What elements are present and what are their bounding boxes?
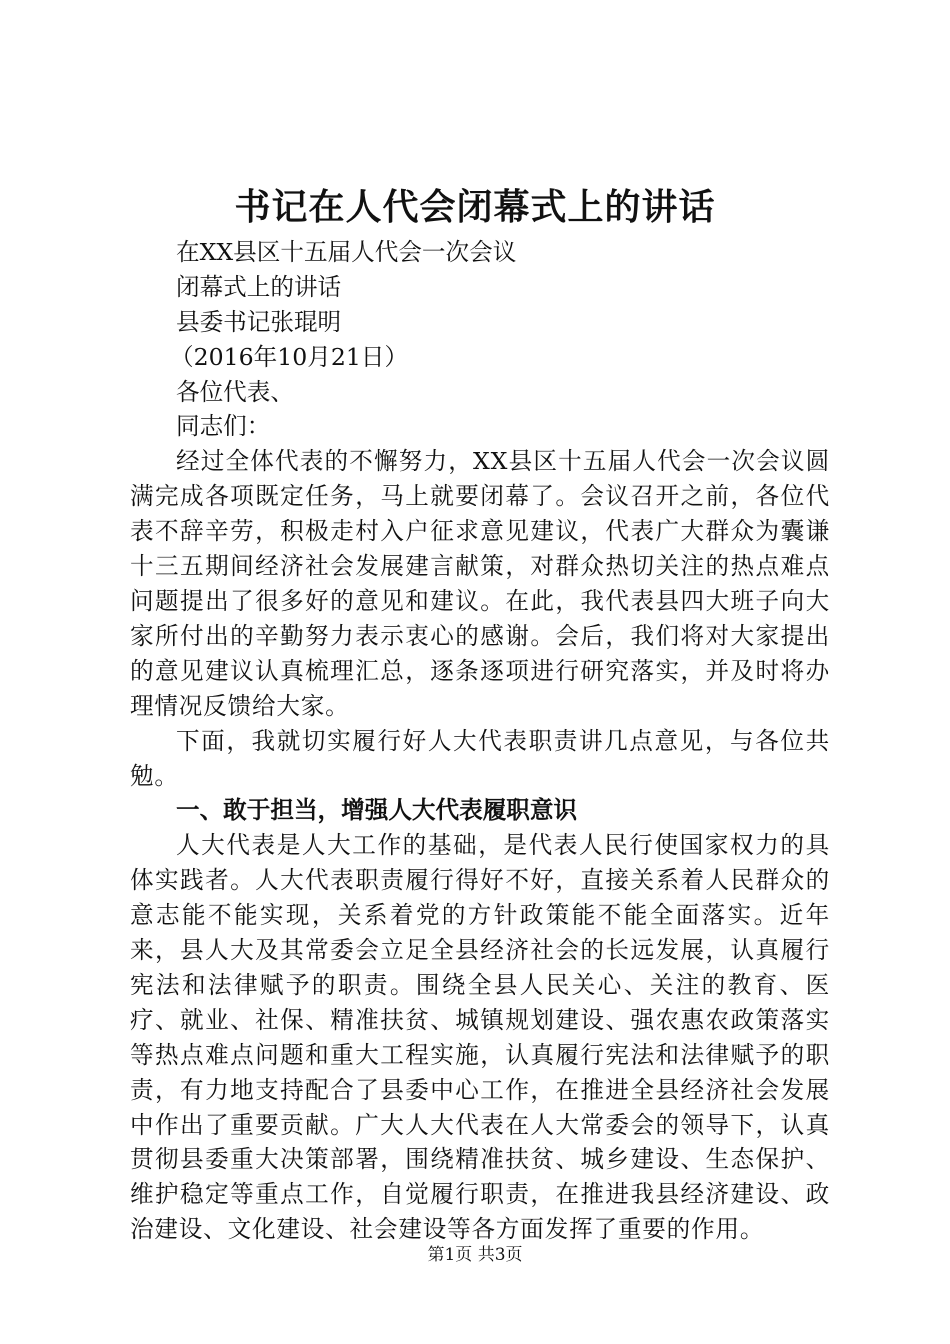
document-title: 书记在人代会闭幕式上的讲话 — [234, 187, 716, 228]
section-heading: 一、敢于担当，增强人大代表履职意识 — [176, 796, 578, 825]
document-body — [130, 235, 830, 1247]
subtitle-line: 闭幕式上的讲话 — [176, 272, 342, 301]
salutation-line: 同志们： — [176, 412, 271, 441]
date-line: （2016年10月21日） — [170, 342, 409, 371]
speaker-line: 县委书记张琨明 — [176, 307, 342, 336]
body-paragraph: 经过全体代表的不懈努力，XX县区十五届人代会一次会议圆满完成各项既定任务，马上就要闭幕了。会议召开之前，各位代表不辞辛劳，积极走村入户征求意见建议，代表广大群众为囊谦十三五期间经济社会发展建言献策，对群众热切关注的热点难点问题提出了很多好的意见和建议。在此，我代表县四大班子向大家所付出的辛勤努力表示衷心的感谢。会后，我们将对大家提出的意见建议认真梳理汇总，逐条逐项进行研究落实，并及时将办理情况反馈给大家。 — [130, 447, 830, 720]
salutation-line: 各位代表、 — [176, 377, 294, 406]
section-paragraph: 人大代表是人大工作的基础，是代表人民行使国家权力的具体实践者。人大代表职责履行得好不好，直接关系着人民群众的意志能不能实现，关系着党的方针政策能不能全面落实。近年来，县人大及其常委会立足全县经济社会的长远发展，认真履行宪法和法律赋予的职责。围绕全县人民关心、关注的教育、医疗、就业、社保、精准扶贫、城镇规划建设、强农惠农政策落实等热点难点问题和重大工程实施，认真履行宪法和法律赋予的职责，有力地支持配合了县委中心工作，在推进全县经济社会发展中作出了重要贡献。广大人大代表在人大常委会的领导下，认真贯彻县委重大决策部署，围绕精准扶贫、城乡建设、生态保护、维护稳定等重点工作，自觉履行职责，在推进我县经济建设、政治建设、文化建设、社会建设等各方面发挥了重要的作用。 — [130, 831, 830, 1244]
subtitle-line: 在XX县区十五届人代会一次会议 — [176, 238, 517, 266]
page-footer: 第1页 共3页 — [427, 1245, 523, 1265]
body-paragraph: 下面，我就切实履行好人大代表职责讲几点意见，与各位共勉。 — [130, 726, 830, 790]
